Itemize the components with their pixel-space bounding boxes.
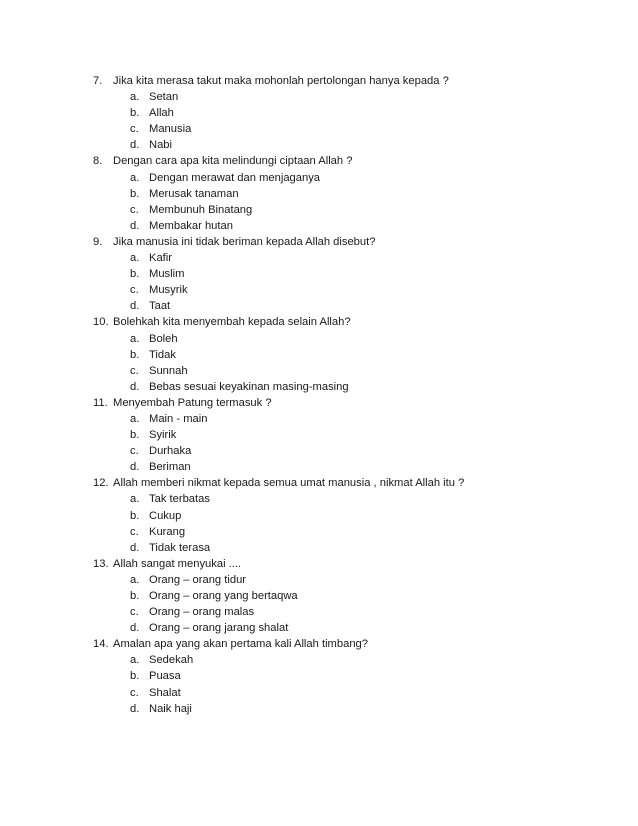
question-line — [93, 395, 613, 411]
option-list — [93, 331, 613, 395]
option-text: Kafir — [149, 252, 173, 265]
option-b — [93, 508, 613, 524]
question-number: 11. — [93, 396, 108, 409]
question-number: 13. — [93, 557, 109, 570]
option-text: Cukup — [149, 509, 182, 522]
question-item — [93, 475, 613, 555]
option-b — [93, 105, 613, 121]
option-letter: d. — [130, 139, 140, 152]
option-d — [93, 540, 613, 556]
option-list — [93, 250, 613, 314]
option-text: Durhaka — [149, 445, 192, 458]
option-letter: c. — [130, 284, 139, 297]
option-b — [93, 668, 613, 684]
option-letter: d. — [130, 541, 140, 554]
option-letter: a. — [130, 171, 140, 184]
option-a — [93, 170, 613, 186]
option-d — [93, 701, 613, 717]
option-list — [93, 572, 613, 636]
option-a — [93, 491, 613, 507]
option-c — [93, 443, 613, 459]
option-text: Muslim — [149, 268, 185, 281]
option-text: Orang – orang tidur — [149, 573, 247, 586]
option-text: Sunnah — [149, 364, 188, 377]
question-line — [93, 73, 613, 89]
option-text: Naik haji — [149, 702, 192, 715]
question-item — [93, 153, 613, 233]
option-c — [93, 524, 613, 540]
option-d — [93, 379, 613, 395]
option-letter: a. — [130, 493, 140, 506]
option-d — [93, 459, 613, 475]
option-letter: d. — [130, 380, 140, 393]
option-a — [93, 572, 613, 588]
option-letter: d. — [130, 219, 140, 232]
option-text: Tidak — [149, 348, 176, 361]
option-text: Sedekah — [149, 654, 194, 667]
option-a — [93, 331, 613, 347]
option-a — [93, 89, 613, 105]
option-c — [93, 282, 613, 298]
option-text: Merusak tanaman — [149, 187, 239, 200]
option-list — [93, 411, 613, 475]
option-b — [93, 347, 613, 363]
question-number: 10. — [93, 316, 109, 329]
question-item — [93, 556, 613, 636]
option-d — [93, 137, 613, 153]
option-letter: a. — [130, 252, 140, 265]
option-text: Shalat — [149, 686, 181, 699]
option-text: Boleh — [149, 332, 178, 345]
option-letter: a. — [130, 654, 140, 667]
option-letter: d. — [130, 702, 140, 715]
question-number: 8. — [93, 155, 103, 168]
option-text: Musyrik — [149, 284, 188, 297]
option-text: Tak terbatas — [149, 493, 210, 506]
question-text: Amalan apa yang akan pertama kali Allah timbang? — [113, 638, 368, 651]
option-list — [93, 89, 613, 153]
option-b — [93, 427, 613, 443]
question-item — [93, 395, 613, 475]
option-b — [93, 588, 613, 604]
question-text: Jika kita merasa takut maka mohonlah pertolongan hanya kepada ? — [113, 75, 449, 87]
option-letter: c. — [130, 525, 139, 538]
option-letter: b. — [130, 509, 140, 522]
option-letter: d. — [130, 622, 140, 635]
option-letter: c. — [130, 203, 139, 216]
option-letter: d. — [130, 461, 140, 474]
option-letter: c. — [130, 686, 139, 699]
option-list — [93, 170, 613, 234]
question-line — [93, 153, 613, 169]
option-text: Manusia — [149, 123, 192, 136]
question-line — [93, 234, 613, 250]
question-number: 7. — [93, 75, 103, 87]
question-line — [93, 475, 613, 491]
question-text: Allah sangat menyukai .... — [113, 557, 242, 570]
question-line — [93, 556, 613, 572]
option-text: Membunuh Binatang — [149, 203, 253, 216]
option-letter: d. — [130, 300, 140, 313]
option-text: Main - main — [149, 412, 208, 425]
option-d — [93, 620, 613, 636]
question-number: 14. — [93, 638, 109, 651]
option-letter: a. — [130, 412, 140, 425]
option-text: Tidak terasa — [149, 541, 211, 554]
option-list — [93, 491, 613, 555]
question-text: Bolehkah kita menyembah kepada selain Allah? — [113, 316, 351, 329]
question-line — [93, 636, 613, 652]
option-text: Taat — [149, 300, 171, 313]
option-text: Orang – orang jarang shalat — [149, 622, 289, 635]
question-number: 12. — [93, 477, 109, 490]
option-letter: b. — [130, 187, 140, 200]
question-text: Menyembah Patung termasuk ? — [113, 396, 272, 409]
option-letter: b. — [130, 348, 140, 361]
option-a — [93, 411, 613, 427]
option-b — [93, 266, 613, 282]
option-text: Bebas sesuai keyakinan masing-masing — [149, 380, 349, 393]
question-item — [93, 636, 613, 716]
option-c — [93, 202, 613, 218]
option-text: Membakar hutan — [149, 219, 233, 232]
question-item — [93, 234, 613, 314]
option-a — [93, 250, 613, 266]
option-c — [93, 121, 613, 137]
question-text: Jika manusia ini tidak beriman kepada Allah disebut? — [113, 235, 376, 248]
question-text: Allah memberi nikmat kepada semua umat manusia , nikmat Allah itu ? — [113, 477, 465, 490]
option-a — [93, 652, 613, 668]
option-letter: a. — [130, 91, 140, 104]
option-letter: c. — [130, 123, 139, 136]
option-text: Syirik — [149, 429, 177, 442]
option-letter: a. — [130, 573, 140, 586]
option-letter: b. — [130, 107, 140, 120]
question-item — [93, 73, 613, 153]
question-text: Dengan cara apa kita melindungi ciptaan Allah ? — [113, 155, 353, 168]
option-letter: b. — [130, 590, 140, 602]
option-b — [93, 186, 613, 202]
option-text: Allah — [149, 107, 174, 120]
option-d — [93, 298, 613, 314]
option-text: Orang – orang yang bertaqwa — [149, 590, 298, 602]
option-text: Kurang — [149, 525, 186, 538]
option-letter: b. — [130, 670, 140, 683]
option-c — [93, 363, 613, 379]
option-text: Beriman — [149, 461, 191, 474]
option-c — [93, 604, 613, 620]
option-letter: c. — [130, 364, 139, 377]
option-text: Setan — [149, 91, 179, 104]
option-letter: a. — [130, 332, 140, 345]
option-text: Dengan merawat dan menjaganya — [149, 171, 321, 184]
option-d — [93, 218, 613, 234]
option-letter: c. — [130, 445, 139, 458]
option-letter: b. — [130, 429, 140, 442]
option-c — [93, 685, 613, 701]
option-list — [93, 652, 613, 716]
option-letter: b. — [130, 268, 140, 281]
question-number: 9. — [93, 235, 103, 248]
option-letter: c. — [130, 606, 139, 619]
option-text: Orang – orang malas — [149, 606, 255, 619]
question-list — [93, 73, 613, 717]
question-line — [93, 314, 613, 330]
question-item — [93, 314, 613, 394]
option-text: Nabi — [149, 139, 173, 152]
option-text: Puasa — [149, 670, 181, 683]
